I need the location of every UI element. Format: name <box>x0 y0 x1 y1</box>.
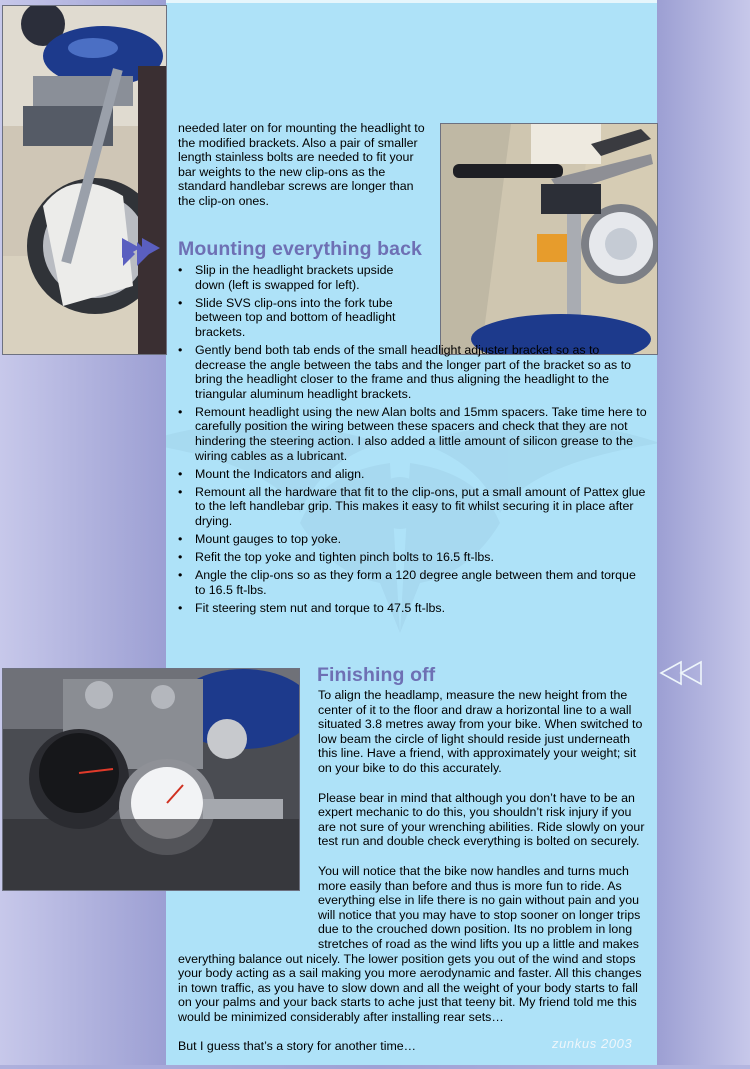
list-item: • Angle the clip-ons so as they form a 120 degree angle between them and torque to 16.5 ft-lbs. <box>178 568 648 597</box>
intro-paragraph: needed later on for mounting the headlight to the modified brackets. Also a pair of smaller length stainless bolts are needed to fit your bar weights to the new clip-ons as the standard handlebar screws are longer than the clip-on ones. <box>178 121 425 208</box>
list-item: • Mount the Indicators and align. <box>178 467 648 482</box>
heading-mounting: Mounting everything back <box>178 238 423 260</box>
list-item: • Refit the top yoke and tighten pinch bolts to 16.5 ft-lbs. <box>178 550 648 565</box>
list-item: • Fit steering stem nut and torque to 47.5 ft-lbs. <box>178 601 648 616</box>
list-item: • Slip in the headlight brackets upside down (left is swapped for left). <box>178 263 420 292</box>
right-sidebar <box>657 0 750 1065</box>
list-item: • Mount gauges to top yoke. <box>178 532 648 547</box>
paragraph: To align the headlamp, measure the new height from the center of it to the floor and draw a horizontal line to a wall situated 3.8 metres away from your bike. When switched to low beam the circle of light should reside just underneath this line. Have a friend, with approximately your weight; sit on your bike to do this accurately. <box>318 688 643 775</box>
list-item: • Gently bend both tab ends of the small headlight adjuster bracket so as to decrease the angle between the tabs and the longer part of the bracket so as to bring the headlight closer to the frame and thus aligning the headlight to the triangular aluminum headlight brackets. <box>178 343 648 401</box>
double-arrow-left-outline-icon <box>657 659 705 687</box>
paragraph: But I guess that’s a story for another time… <box>178 1039 417 1054</box>
heading-finishing: Finishing off <box>317 664 436 686</box>
double-arrow-right-icon <box>120 236 164 260</box>
photo-motorcycle-front <box>2 5 167 355</box>
list-item: • Remount headlight using the new Alan bolts and 15mm spacers. Take time here to carefully position the wiring between these spacers and check that they are not hindering the steering action. I also added a little amount of silicon grease to the wiring cables as a lubricant. <box>178 405 648 463</box>
photo-spacer <box>178 688 318 940</box>
signature: zunkus 2003 <box>552 1036 633 1051</box>
mounting-steps-list <box>178 263 648 619</box>
paragraph: You will notice that the bike now handles and turns much more easily than before and thus is more fun to ride. As everything else in life there is no gain without pain and you will notice that you may have to stop sooner on longer trips due to the crouched down position. Its no problem in long stretches of road as the wind lifts you up a little and makes everything balance out nicely. The lower position gets you out of the wind and stops your body acting as a sail making you more aerodynamic and faster. All this changes in town traffic, as you have to slow down and all the weight of your body starts to fall on your palms and your back starts to ache just that teeny bit. My friend told me this would be minimized considerably after installing rear sets… <box>178 863 642 1024</box>
paragraph: Please bear in mind that although you don’t have to be an expert mechanic to do this, you shouldn’t risk injury if you are not sure of your wrenching abilities. Ride slowly on your test run and double check everything is bolted on securely. <box>318 790 645 849</box>
finishing-text <box>178 688 648 1069</box>
list-item: • Remount all the hardware that fit to the clip-ons, put a small amount of Pattex glue to the left handlebar grip. This makes it easy to fit whilst securing it in place after drying. <box>178 485 648 529</box>
list-item: • Slide SVS clip-ons into the fork tube between top and bottom of headlight brackets. <box>178 296 420 340</box>
